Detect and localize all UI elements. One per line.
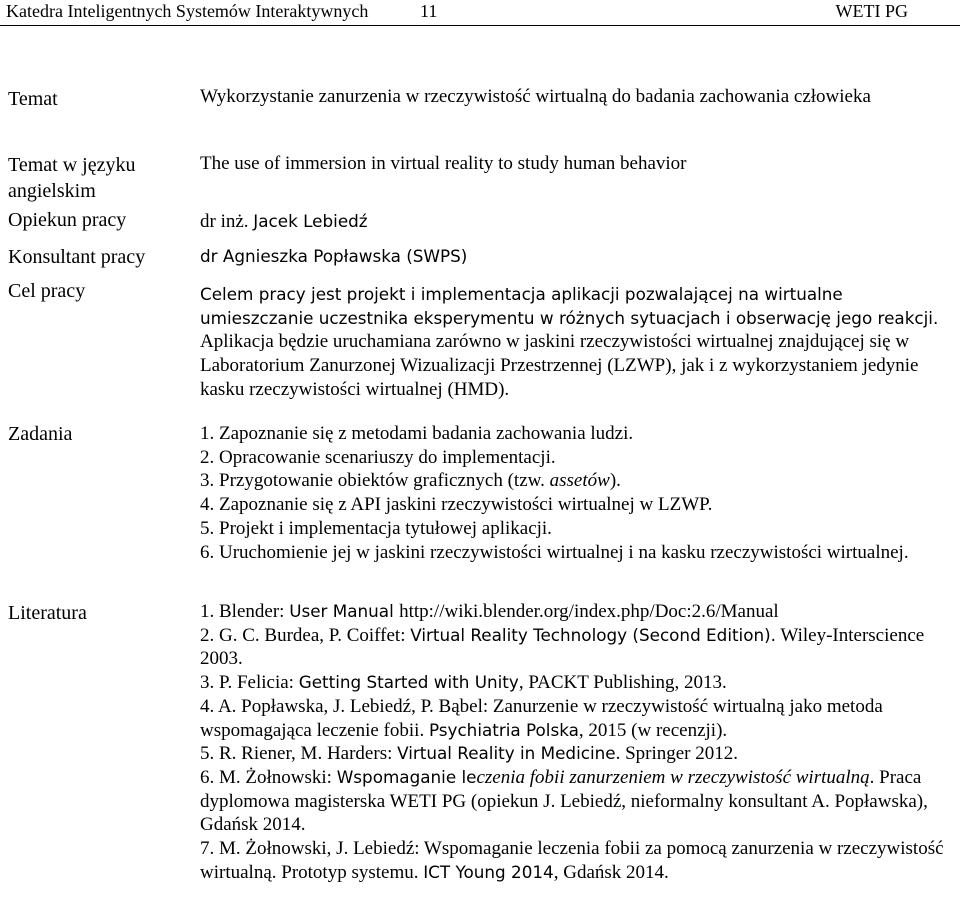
task-3-end: ). [609, 470, 621, 492]
ref-2-author: 2. G. C. Burdea, P. Coiffet: [200, 624, 411, 646]
task-3-italic: assetów [549, 470, 610, 492]
ref-3-title: Getting Started with Unity [298, 672, 519, 693]
value-literatura [200, 600, 960, 884]
label-temat-ang: Temat w języku angielskim [8, 154, 136, 202]
cel-text-part-1: Celem pracy jest projekt i implementacja aplikacji pozwalającej na wirtualne umieszczanie uczestnika eksperymentu w różnych sytuacjach i obserwację jego reakcji. [200, 284, 939, 328]
ref-3-author: 3. P. Felicia: [200, 672, 299, 694]
label-konsultant: Konsultant pracy [8, 246, 146, 268]
ref-6-title-italic: czenia fobii zanurzeniem w rzeczywistość wirtualną [476, 766, 870, 788]
ref-7-author-title: 7. M. Żołnowski, J. Lebiedź: Wspomaganie leczenia fobii za pomocą zanurzenia w rzeczywistość wirtualną. Prototyp systemu. [200, 838, 944, 883]
row-zadania [0, 417, 960, 600]
reference-item [200, 671, 952, 695]
thesis-table [0, 84, 960, 884]
ref-2-title: Virtual Reality Technology (Second Edition). [410, 624, 777, 645]
reference-list [200, 600, 952, 884]
value-temat: Wykorzystanie zanurzenia w rzeczywistość wirtualną do badania zachowania człowieka [200, 86, 871, 107]
faculty-name: WETI PG [835, 1, 908, 21]
reference-item [200, 742, 952, 766]
ref-7-venue: ICT Young 2014 [423, 861, 554, 882]
header-divider [0, 25, 960, 26]
list-item: 1. Zapoznanie się z metodami badania zachowania ludzi. [200, 423, 634, 444]
supervisor-title: dr inż. [200, 211, 249, 232]
row-literatura [0, 600, 960, 884]
ref-5-author: 5. R. Riener, M. Harders: [200, 743, 398, 765]
ref-1-url: http://wiki.blender.org/index.php/Doc:2.6/Manual [399, 601, 779, 622]
list-item: 5. Projekt i implementacja tytułowej aplikacji. [200, 517, 552, 539]
row-temat-ang [0, 152, 960, 204]
reference-item [200, 695, 952, 742]
ref-5-title: Virtual Reality in Medicine [397, 743, 616, 764]
ref-3-publisher: , PACKT Publishing, 2013. [518, 672, 727, 694]
label-opiekun: Opiekun pracy [8, 209, 127, 231]
value-temat-ang: The use of immersion in virtual reality to study human behavior [200, 153, 687, 174]
ref-6-title-start: Wspomaganie le [336, 766, 477, 787]
value-opiekun [200, 204, 960, 241]
reference-item [200, 624, 952, 671]
value-konsultant: dr Agnieszka Popławska (SWPS) [200, 246, 468, 266]
ref-2-publisher: Wiley-Interscience 2003. [200, 624, 925, 670]
row-opiekun [0, 204, 960, 241]
ref-4-journal: Psychiatria Polska [428, 719, 579, 740]
row-konsultant [0, 241, 960, 277]
ref-4-author-title: 4. A. Popławska, J. Lebiedź, P. Bąbel: Zanurzenie w rzeczywistość wirtualną jako metoda wspomagająca leczenie fobii. [200, 695, 883, 741]
value-zadania [200, 417, 960, 600]
page-header [0, 0, 960, 24]
ref-5-publisher: . Springer 2012. [615, 743, 739, 765]
department-name: Katedra Inteligentnych Systemów Interaktywnych [6, 1, 369, 21]
reference-item [200, 766, 952, 837]
task-3-text: 3. Przygotowanie obiektów graficznych (tzw. [200, 470, 550, 492]
list-item: 2. Opracowanie scenariuszy do implementacji. [200, 446, 556, 468]
ref-1-title: User Manual [289, 601, 400, 621]
label-temat: Temat [8, 88, 58, 110]
reference-item [200, 600, 952, 624]
list-item: 6. Uruchomienie jej w jaskini rzeczywistości wirtualnej i na kasku rzeczywistości wirtualnej. [200, 541, 909, 563]
label-zadania: Zadania [8, 423, 73, 445]
ref-7-place-year: , Gdańsk 2014. [553, 861, 669, 883]
supervisor-name: Jacek Lebiedź [253, 211, 368, 231]
page-number: 11 [420, 1, 438, 21]
row-cel [0, 277, 960, 417]
value-cel [200, 277, 960, 417]
list-item [200, 469, 952, 493]
list-item: 4. Zapoznanie się z API jaskini rzeczywistości wirtualnej w LZWP. [200, 494, 713, 516]
ref-1-author: 1. Blender: [200, 601, 290, 622]
ref-4-year: , 2015 (w recenzji). [578, 719, 728, 741]
label-cel: Cel pracy [8, 280, 86, 302]
ref-6-details: . Praca dyplomowa magisterska WETI PG (opiekun J. Lebiedź, nieformalny konsultant A. Popławska), Gdańsk 2014. [200, 766, 928, 836]
cel-text-part-2: Aplikacja będzie uruchamiana zarówno w jaskini rzeczywistości wirtualnej znajdującej się w Laboratorium Zanurzonej Wizualizacji Przestrzennej (LZWP), jak i z wykorzystaniem jedynie kasku rzeczywistości wirtualnej (HMD). [200, 331, 919, 400]
label-literatura: Literatura [8, 602, 87, 624]
task-list [200, 422, 952, 564]
row-temat [0, 84, 960, 152]
ref-6-author: 6. M. Żołnowski: [200, 766, 337, 788]
reference-item [200, 837, 952, 884]
